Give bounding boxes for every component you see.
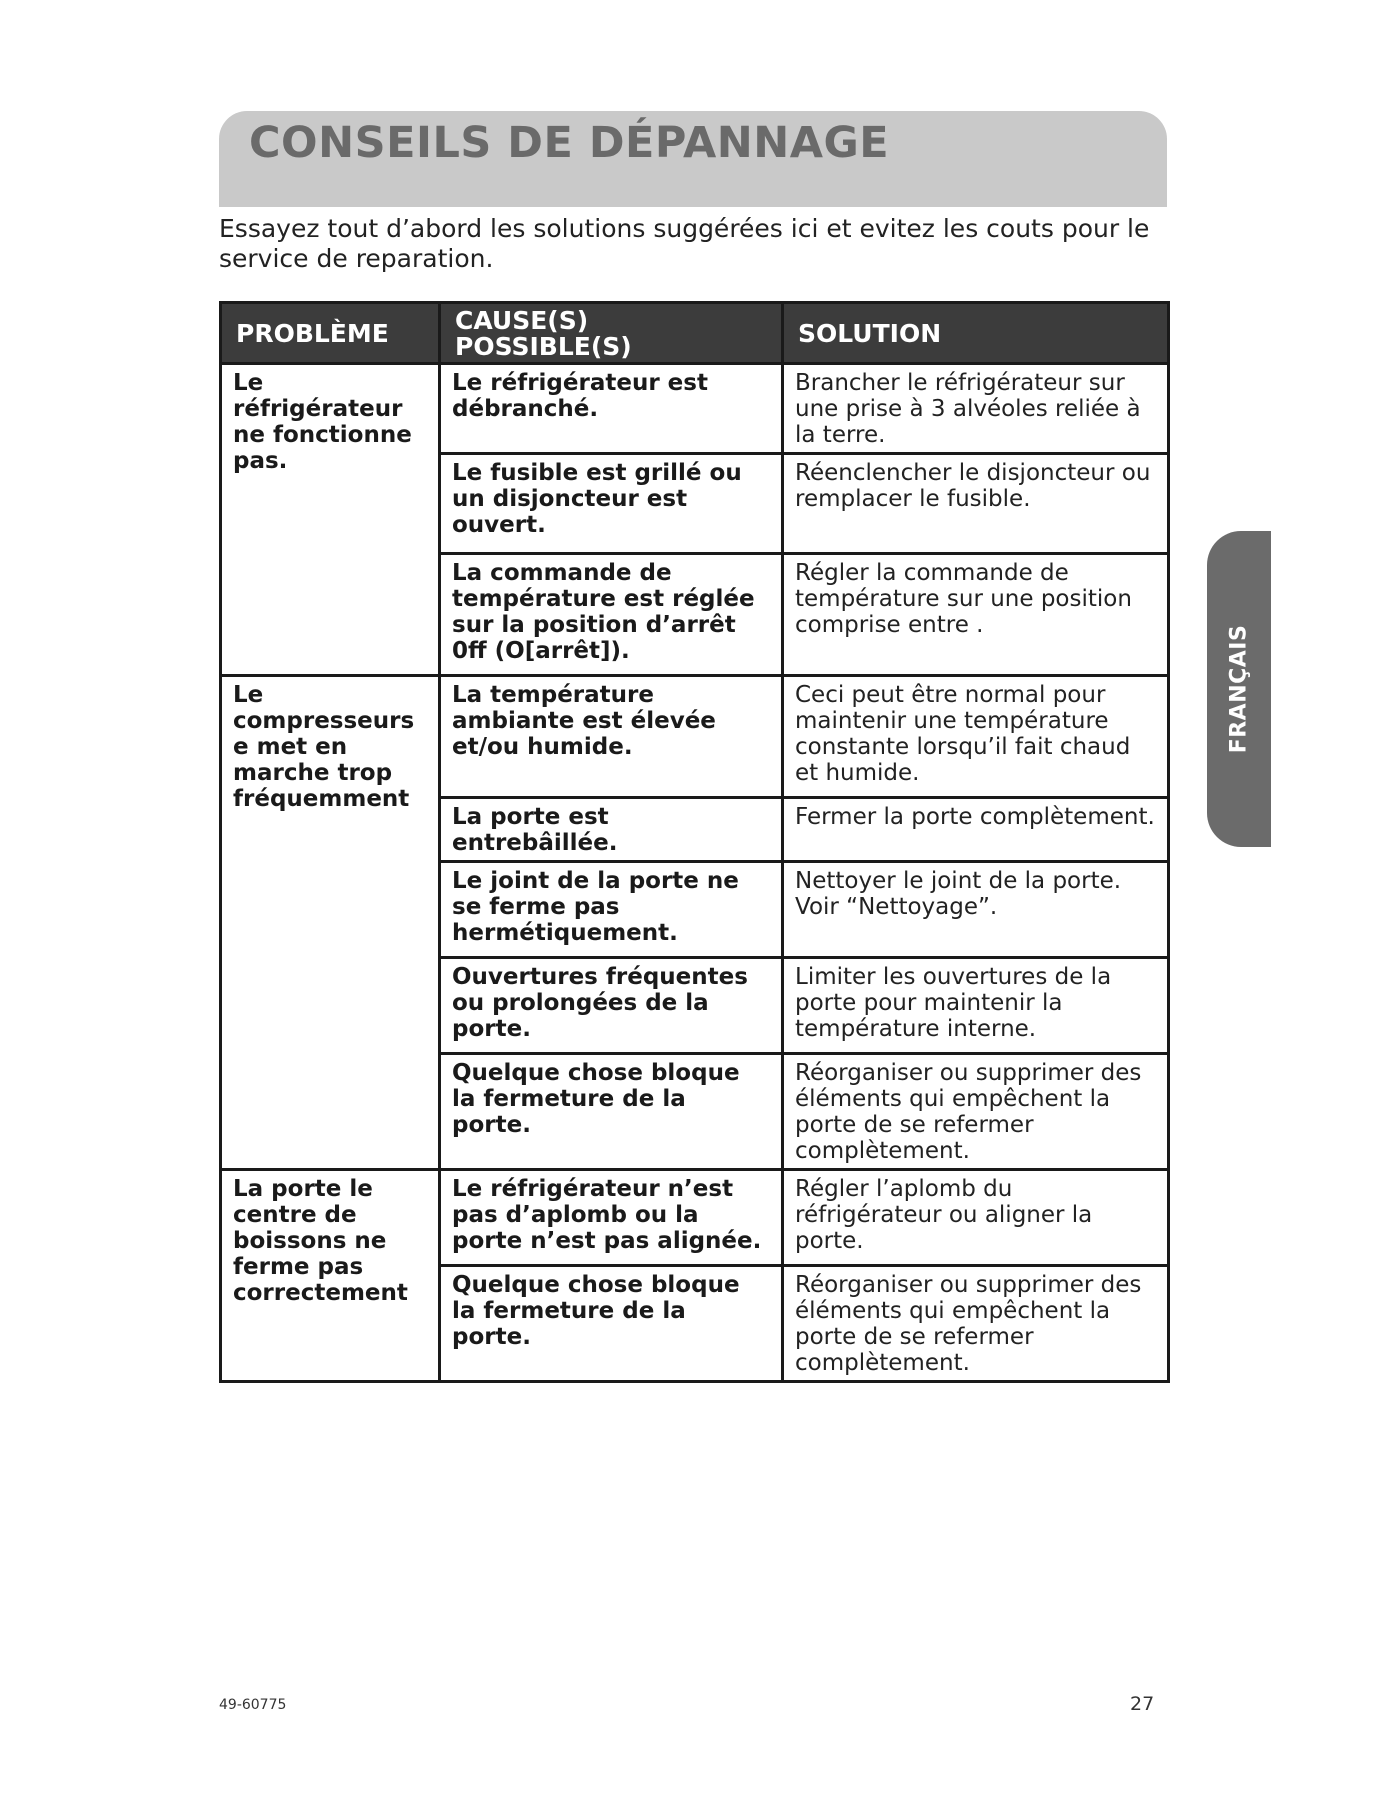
cause-cell: Le réfrigérateur est débranché. [440,364,783,454]
table-header-row [221,303,1169,364]
title-banner [219,111,1167,207]
solution-cell: Ceci peut être normal pour maintenir une température constante lorsqu’il fait chaud et humide. [783,676,1169,798]
solution-cell: Réenclencher le disjoncteur ou remplacer le fusible. [783,454,1169,554]
document-number: 49-60775 [219,1697,287,1713]
solution-cell: Limiter les ouvertures de la porte pour maintenir la température interne. [783,958,1169,1054]
page-number: 27 [1130,1693,1155,1715]
table-row [221,364,1169,454]
language-tab-label: FRANÇAIS [1226,624,1252,754]
cause-cell: Le réfrigérateur n’est pas d’aplomb ou la porte n’est pas alignée. [440,1170,783,1266]
table-row [221,676,1169,798]
cause-cell: La commande de température est réglée sur la position d’arrêt 0ff (O[arrêt]). [440,554,783,676]
cause-cell: Ouvertures fréquentes ou prolongées de la porte. [440,958,783,1054]
language-tab [1207,531,1271,847]
solution-cell: Réorganiser ou supprimer des éléments qui empêchent la porte de se refermer complètement. [783,1266,1169,1382]
cause-cell: La porte est entrebâillée. [440,798,783,862]
troubleshooting-table [219,301,1170,1383]
page-title: CONSEILS DE DÉPANNAGE [249,118,890,168]
header-cause: CAUSE(S) POSSIBLE(S) [440,303,783,364]
header-solution: SOLUTION [783,303,1169,364]
solution-cell: Régler la commande de température sur une position comprise entre . [783,554,1169,676]
table-row [221,1170,1169,1266]
solution-cell: Brancher le réfrigérateur sur une prise à 3 alvéoles reliée à la terre. [783,364,1169,454]
intro-text: Essayez tout d’abord les solutions suggérées ici et evitez les couts pour le service de reparation. [219,214,1150,273]
problem-cell: La porte le centre de boissons ne ferme pas correctement [221,1170,440,1382]
cause-cell: Quelque chose bloque la fermeture de la porte. [440,1054,783,1170]
solution-cell: Nettoyer le joint de la porte. Voir “Nettoyage”. [783,862,1169,958]
problem-cell: Le réfrigérateur ne fonctionne pas. [221,364,440,676]
cause-cell: Le joint de la porte ne se ferme pas hermétiquement. [440,862,783,958]
header-problem: PROBLÈME [221,303,440,364]
cause-cell: Le fusible est grillé ou un disjoncteur est ouvert. [440,454,783,554]
solution-cell: Réorganiser ou supprimer des éléments qui empêchent la porte de se refermer complètement. [783,1054,1169,1170]
cause-cell: Quelque chose bloque la fermeture de la porte. [440,1266,783,1382]
solution-cell: Régler l’aplomb du réfrigérateur ou aligner la porte. [783,1170,1169,1266]
cause-cell: La température ambiante est élevée et/ou humide. [440,676,783,798]
solution-cell: Fermer la porte complètement. [783,798,1169,862]
problem-cell: Le compresseurs e met en marche trop fréquemment [221,676,440,1170]
